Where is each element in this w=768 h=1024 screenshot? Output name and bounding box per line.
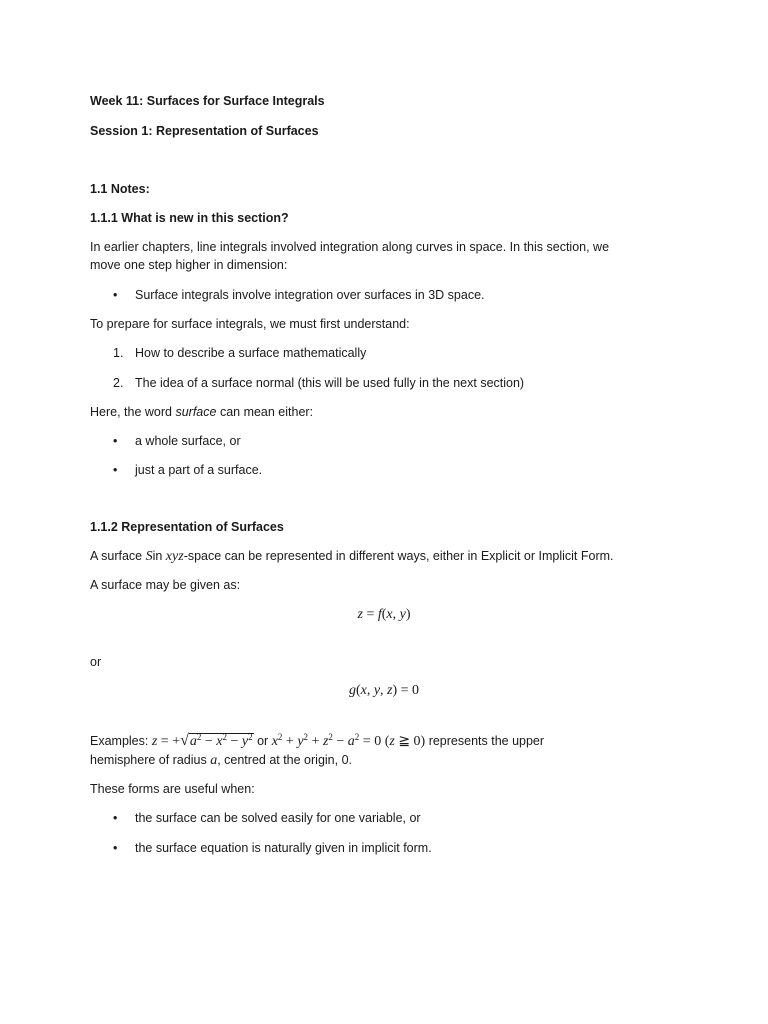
- text-run: Here, the word: [90, 405, 176, 419]
- implicit-form-equation: g(x, y, z) = 0: [348, 683, 420, 698]
- explicit-form-equation: z = f(x, y): [357, 607, 411, 622]
- list-item: a whole surface, or: [135, 434, 241, 448]
- list-item: the surface can be solved easily for one variable, or: [135, 811, 421, 825]
- surface-word-paragraph: [90, 403, 313, 421]
- bullet-icon: •: [113, 811, 118, 825]
- list-number: 2.: [113, 376, 124, 390]
- list-item: How to describe a surface mathematically: [135, 346, 367, 360]
- notes-heading: 1.1 Notes:: [90, 182, 150, 196]
- text-run: in: [152, 549, 166, 563]
- examples-paragraph-line-2: [90, 751, 352, 770]
- text-run: or: [253, 734, 272, 748]
- section-1-1-1-heading: 1.1.1 What is new in this section?: [90, 211, 289, 225]
- list-item: Surface integrals involve integration over surfaces in 3D space.: [135, 288, 485, 302]
- useful-when-paragraph: These forms are useful when:: [90, 782, 255, 796]
- hemisphere-implicit-equation: $x^2 + y^2 + z^2 - a^2 = 0$ (z ≧ 0): [271, 732, 426, 749]
- given-as-paragraph: A surface may be given as:: [90, 578, 241, 592]
- text-run: represents the upper: [425, 734, 545, 748]
- math-variable: a: [210, 753, 218, 768]
- examples-paragraph-line-1: [90, 732, 544, 751]
- hemisphere-explicit-equation: $z = +√a^2 - x^2 - y^2$: [151, 732, 253, 749]
- text-run: A surface: [90, 549, 146, 563]
- bullet-icon: •: [113, 288, 118, 302]
- math-variable: xyz: [165, 549, 184, 564]
- bullet-icon: •: [113, 841, 118, 855]
- text-run: hemisphere of radius: [90, 753, 211, 767]
- bullet-icon: •: [113, 463, 118, 477]
- bullet-icon: •: [113, 434, 118, 448]
- week-title: Week 11: Surfaces for Surface Integrals: [90, 94, 325, 108]
- intro-paragraph-line-1: In earlier chapters, line integrals involved integration along curves in space. In this section, we: [90, 240, 610, 254]
- list-item: The idea of a surface normal (this will be used fully in the next section): [135, 376, 525, 390]
- list-item: just a part of a surface.: [135, 463, 263, 477]
- session-title: Session 1: Representation of Surfaces: [90, 124, 319, 138]
- intro-paragraph-line-2: move one step higher in dimension:: [90, 258, 288, 272]
- text-run: can mean either:: [216, 405, 314, 419]
- list-item: the surface equation is naturally given in implicit form.: [135, 841, 432, 855]
- math-variable: S: [145, 549, 153, 564]
- text-run: -space can be represented in different ways, either in Explicit or Implicit Form.: [183, 549, 614, 563]
- italic-term: surface: [175, 405, 217, 419]
- text-run: Examples:: [90, 734, 152, 748]
- representation-paragraph: [90, 547, 614, 566]
- section-1-1-2-heading: 1.1.2 Representation of Surfaces: [90, 520, 284, 534]
- prepare-paragraph: To prepare for surface integrals, we must first understand:: [90, 317, 410, 331]
- or-text: or: [90, 655, 102, 669]
- list-number: 1.: [113, 346, 124, 360]
- text-run: , centred at the origin, 0.: [217, 753, 353, 767]
